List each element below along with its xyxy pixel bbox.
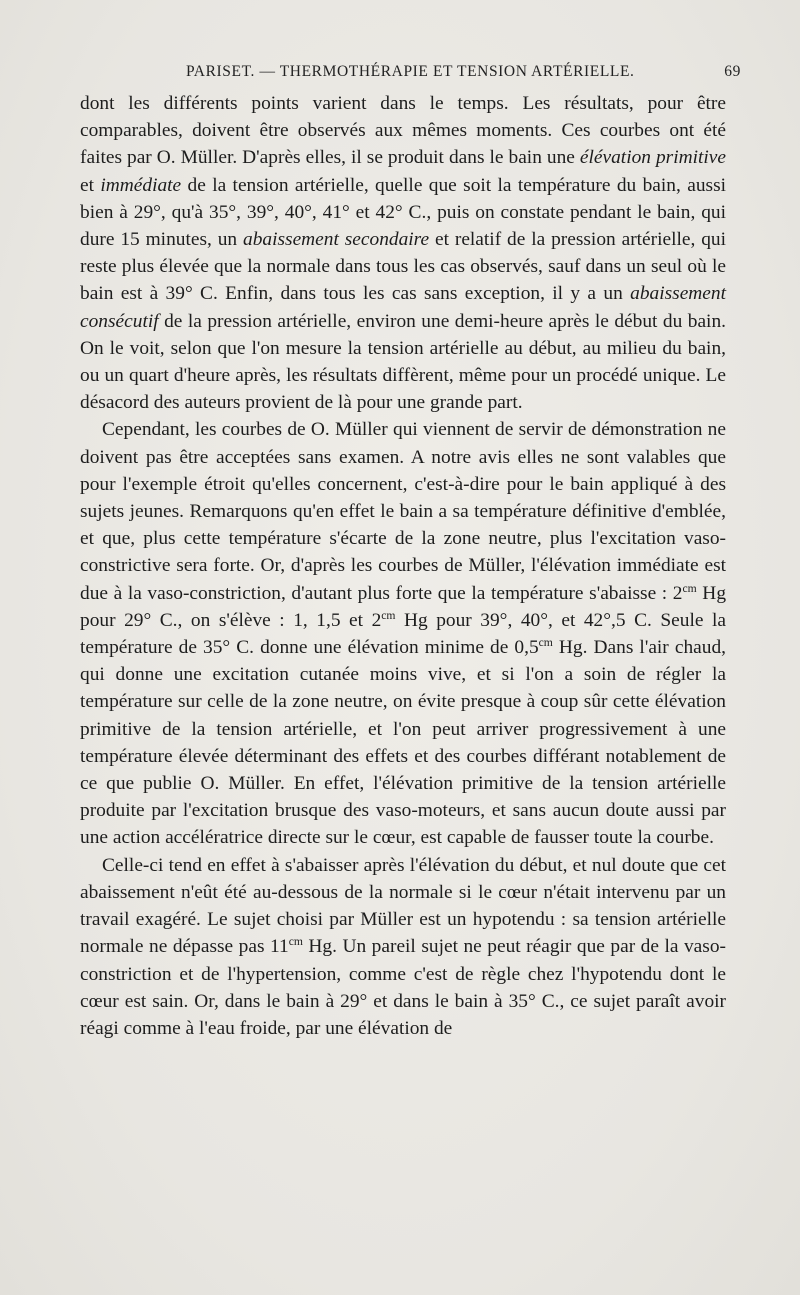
italic-phrase: immédiate: [100, 174, 182, 196]
paragraph-3: [80, 852, 726, 1042]
italic-phrase: abaissement secondaire: [243, 229, 430, 251]
italic-phrase: abaissement consécutif: [80, 283, 726, 332]
unit-superscript: cm: [381, 608, 396, 622]
body-text: [80, 90, 726, 1042]
unit-superscript: cm: [538, 636, 553, 650]
text-run: Hg pour 39°, 40°, et 42°,5 C. Seule la température de 35° C. donne une élévation minime de 0,5: [80, 609, 726, 659]
text-run: et: [80, 174, 101, 196]
text-run: dont les différents points varient dans le temps. Les résultats, pour être comparables, doivent être observés aux mêmes moments. Ces courbes ont été faites par O. Müller. D'après elles, il se produit dans le bain une: [80, 93, 726, 169]
italic-phrase: élévation primitive: [579, 147, 726, 169]
text-run: Celle-ci tend en effet à s'abaisser après l'élévation du début, et nul doute que cet abaissement n'eût été au-dessous de la normale si le cœur n'était intervenu par un travail exagéré. Le sujet choisi par Müller est un hypotendu : sa tension artérielle normale ne dépasse pas 11: [80, 854, 726, 958]
paragraph-1: [80, 90, 726, 416]
text-run: Hg pour 29° C., on s'élève : 1, 1,5 et 2: [80, 582, 727, 631]
text-run: de la tension artérielle, quelle que soit la température du bain, aussi bien à 29°, qu'à 35°, 39°, 40°, 41° et 42° C., puis on constate pendant le bain, qui dure 15 minutes, un: [80, 174, 726, 251]
running-title: PARISET. — THERMOTHÉRAPIE ET TENSION ARTÉRIELLE.: [186, 63, 635, 80]
paragraph-2: [80, 416, 726, 851]
text-run: Hg. Dans l'air chaud, qui donne une excitation cutanée moins vive, et si l'on a soin de régler la température sur celle de la zone neutre, on évite presque à coup sûr cette élévation primitive de la tension artérielle, et l'on peut arriver progressivement à une température élevée déterminant des effets et des courbes différant notablement de ce que publie O. Müller. En effet, l'élévation primitive de la tension artérielle produite par l'excitation brusque des vaso-moteurs, et sans aucun doute aussi par une action accélératrice directe sur le cœur, est capable de fausser toute la courbe.: [80, 637, 726, 849]
unit-superscript: cm: [288, 935, 303, 949]
page-number: 69: [724, 63, 741, 80]
unit-superscript: cm: [682, 581, 697, 595]
running-header: [186, 63, 741, 85]
text-run: de la pression artérielle, environ une demi-heure après le début du bain. On le voit, selon que l'on mesure la tension artérielle au début, au milieu du bain, ou un quart d'heure après, les résultats diffèrent, même pour un procédé unique. Le désacord des auteurs provient de là pour une grande part.: [80, 310, 726, 414]
text-run: Cependant, les courbes de O. Müller qui viennent de servir de démonstration ne doivent pas être acceptées sans examen. A notre avis elles ne sont valables que pour l'exemple étroit qu'elles concernent, c'est-à-dire pour le bain appliqué à des sujets jeunes. Remarquons qu'en effet le bain a sa température définitive d'emblée, et que, plus cette température s'écarte de la zone neutre, plus l'excitation vaso-constrictive sera forte. Or, d'après les courbes de Müller, l'élévation immédiate est due à la vaso-constriction, d'autant plus forte que la température s'abaisse : 2: [80, 419, 726, 604]
text-run: Hg. Un pareil sujet ne peut réagir que par de la vaso-constriction et de l'hypertension, comme c'est de règle chez l'hypotendu dont le cœur est sain. Or, dans le bain à 29° et dans le bain à 35° C., ce sujet paraît avoir réagi comme à l'eau froide, par une élévation de: [80, 936, 726, 1039]
text-run: et relatif de la pression artérielle, qui reste plus élevée que la normale dans tous les cas observés, sauf dans un seul où le bain est à 39° C. Enfin, dans tous les cas sans exception, il y a un: [80, 229, 726, 305]
